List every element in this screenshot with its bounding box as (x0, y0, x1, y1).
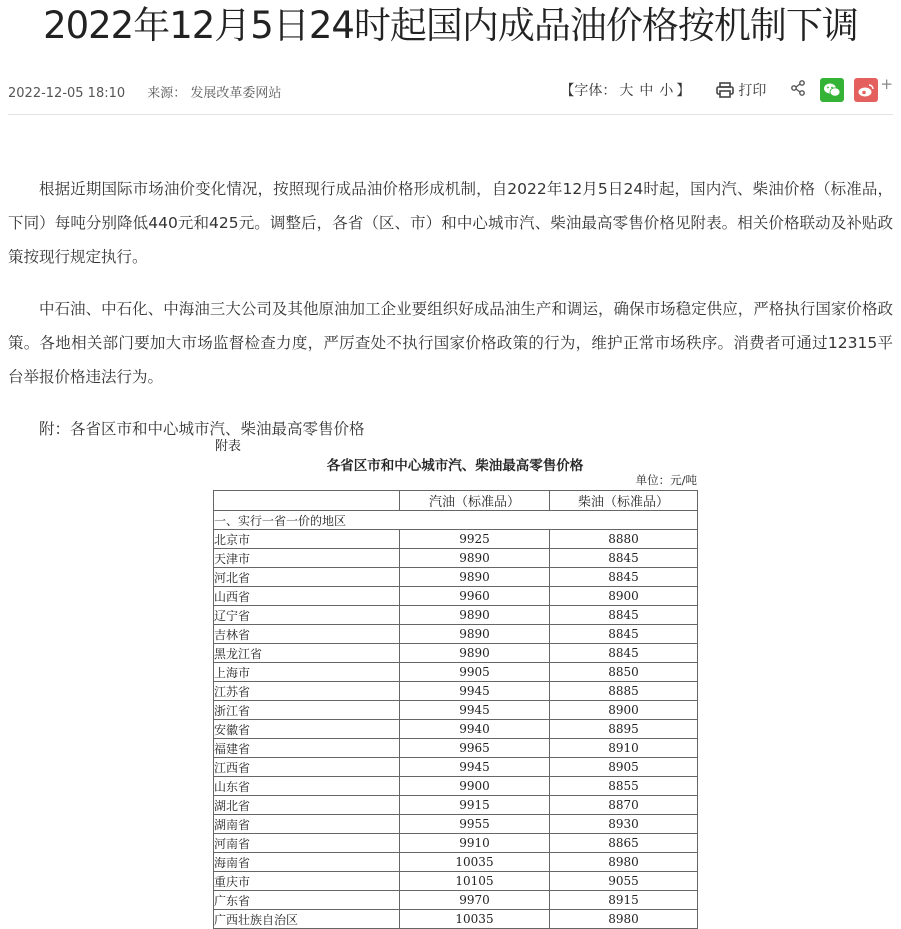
region-cell: 安徽省 (214, 720, 400, 739)
diesel-price-cell: 8885 (550, 682, 698, 701)
header-gasoline: 汽油（标准品） (400, 491, 550, 511)
gasoline-price-cell: 9915 (400, 796, 550, 815)
gasoline-price-cell: 9900 (400, 777, 550, 796)
diesel-price-cell: 9055 (550, 872, 698, 891)
region-cell: 浙江省 (214, 701, 400, 720)
region-cell: 海南省 (214, 853, 400, 872)
article-title: 2022年12月5日24时起国内成品油价格按机制下调 (43, 4, 858, 47)
price-table (213, 490, 698, 929)
region-cell: 湖北省 (214, 796, 400, 815)
diesel-price-cell: 8880 (550, 530, 698, 549)
region-cell: 福建省 (214, 739, 400, 758)
diesel-price-cell: 8845 (550, 644, 698, 663)
gasoline-price-cell: 10105 (400, 872, 550, 891)
diesel-price-cell: 8930 (550, 815, 698, 834)
gasoline-price-cell: 9940 (400, 720, 550, 739)
table-row (214, 530, 698, 549)
diesel-price-cell: 8905 (550, 758, 698, 777)
gasoline-price-cell: 9890 (400, 644, 550, 663)
table-row (214, 777, 698, 796)
region-cell: 江苏省 (214, 682, 400, 701)
region-cell: 上海市 (214, 663, 400, 682)
price-table-figure (205, 432, 705, 927)
diesel-price-cell: 8900 (550, 701, 698, 720)
font-size-switcher (560, 80, 690, 100)
font-size-large-button[interactable]: 大 (619, 83, 634, 99)
gasoline-price-cell: 9910 (400, 834, 550, 853)
table-row (214, 891, 698, 910)
table-row (214, 872, 698, 891)
table-row (214, 720, 698, 739)
table-row (214, 739, 698, 758)
diesel-price-cell: 8980 (550, 853, 698, 872)
table-row (214, 625, 698, 644)
table-row (214, 682, 698, 701)
font-size-small-button[interactable]: 小 (659, 83, 674, 99)
source-info (147, 86, 281, 101)
diesel-price-cell: 8870 (550, 796, 698, 815)
table-row (214, 834, 698, 853)
diesel-price-cell: 8845 (550, 606, 698, 625)
gasoline-price-cell: 10035 (400, 910, 550, 929)
region-cell: 重庆市 (214, 872, 400, 891)
gasoline-price-cell: 9960 (400, 587, 550, 606)
diesel-price-cell: 8915 (550, 891, 698, 910)
table-header-row (214, 491, 698, 511)
region-cell: 天津市 (214, 549, 400, 568)
diesel-price-cell: 8845 (550, 625, 698, 644)
table-row (214, 815, 698, 834)
font-size-medium-button[interactable]: 中 (639, 83, 654, 99)
table-row (214, 663, 698, 682)
region-cell: 河北省 (214, 568, 400, 587)
diesel-price-cell: 8895 (550, 720, 698, 739)
header-diesel: 柴油（标准品） (550, 491, 698, 511)
region-cell: 湖南省 (214, 815, 400, 834)
gasoline-price-cell: 9945 (400, 682, 550, 701)
region-cell: 广西壮族自治区 (214, 910, 400, 929)
print-label: 打印 (738, 83, 767, 99)
gasoline-price-cell: 9890 (400, 568, 550, 587)
section-title: 一、实行一省一价的地区 (214, 511, 698, 530)
region-cell: 山东省 (214, 777, 400, 796)
table-row (214, 910, 698, 929)
publish-date: 2022-12-05 18:10 (8, 86, 126, 101)
table-row (214, 796, 698, 815)
region-cell: 黑龙江省 (214, 644, 400, 663)
diesel-price-cell: 8845 (550, 568, 698, 587)
gasoline-price-cell: 9890 (400, 606, 550, 625)
figure-label: 附表 (215, 439, 242, 454)
table-row (214, 549, 698, 568)
region-cell: 吉林省 (214, 625, 400, 644)
table-row (214, 853, 698, 872)
share-icon (790, 80, 806, 96)
gasoline-price-cell: 9905 (400, 663, 550, 682)
region-cell: 北京市 (214, 530, 400, 549)
font-size-label: 【字体： (560, 83, 617, 99)
region-cell: 广东省 (214, 891, 400, 910)
print-button[interactable] (716, 80, 766, 100)
table-row (214, 606, 698, 625)
article-tools (560, 75, 893, 102)
diesel-price-cell: 8980 (550, 910, 698, 929)
header-region (214, 491, 400, 511)
source-label: 来源： (147, 86, 187, 101)
table-section-row (214, 511, 698, 530)
region-cell: 辽宁省 (214, 606, 400, 625)
printer-icon (716, 82, 734, 98)
article-meta-bar (8, 70, 893, 115)
diesel-price-cell: 8855 (550, 777, 698, 796)
diesel-price-cell: 8900 (550, 587, 698, 606)
table-row (214, 701, 698, 720)
paragraph-supply-regulation: 中石油、中石化、中海油三大公司及其他原油加工企业要组织好成品油生产和调运，确保市场稳定供应，严格执行国家价格政策。各地相关部门要加大市场监督检查力度，严厉查处不执行国家价格政策的行为，维护正常市场秩序。消费者可通过12315平台举报价格违法行为。 (8, 300, 893, 386)
weibo-icon (857, 82, 875, 98)
wechat-icon (823, 82, 841, 98)
gasoline-price-cell: 9945 (400, 758, 550, 777)
gasoline-price-cell: 9955 (400, 815, 550, 834)
weibo-share-button[interactable] (854, 78, 878, 102)
gasoline-price-cell: 9890 (400, 549, 550, 568)
paragraph-attachment: 附：各省区市和中心城市汽、柴油最高零售价格 (39, 420, 365, 438)
gasoline-price-cell: 10035 (400, 853, 550, 872)
article-body (8, 172, 893, 446)
paragraph-price-adjustment: 根据近期国际市场油价变化情况，按照现行成品油价格形成机制，自2022年12月5日24时起，国内汽、柴油价格（标准品，下同）每吨分别降低440元和425元。调整后，各省（区、市）和中心城市汽、柴油最高零售价格见附表。相关价格联动及补贴政策按现行规定执行。 (8, 180, 893, 266)
diesel-price-cell: 8845 (550, 549, 698, 568)
table-row (214, 644, 698, 663)
article-info (8, 82, 299, 101)
diesel-price-cell: 8865 (550, 834, 698, 853)
diesel-price-cell: 8850 (550, 663, 698, 682)
region-cell: 山西省 (214, 587, 400, 606)
table-row (214, 758, 698, 777)
share-button[interactable] (790, 80, 806, 100)
gasoline-price-cell: 9890 (400, 625, 550, 644)
region-cell: 河南省 (214, 834, 400, 853)
gasoline-price-cell: 9965 (400, 739, 550, 758)
diesel-price-cell: 8910 (550, 739, 698, 758)
figure-title: 各省区市和中心城市汽、柴油最高零售价格 (326, 458, 584, 474)
gasoline-price-cell: 9945 (400, 701, 550, 720)
font-size-bracket: 】 (676, 83, 691, 99)
source-name: 发展改革委网站 (190, 86, 282, 101)
more-share-button[interactable]: + (880, 75, 893, 93)
gasoline-price-cell: 9925 (400, 530, 550, 549)
table-row (214, 568, 698, 587)
figure-unit: 单位：元/吨 (635, 473, 697, 487)
table-row (214, 587, 698, 606)
region-cell: 江西省 (214, 758, 400, 777)
gasoline-price-cell: 9970 (400, 891, 550, 910)
wechat-share-button[interactable] (820, 78, 844, 102)
